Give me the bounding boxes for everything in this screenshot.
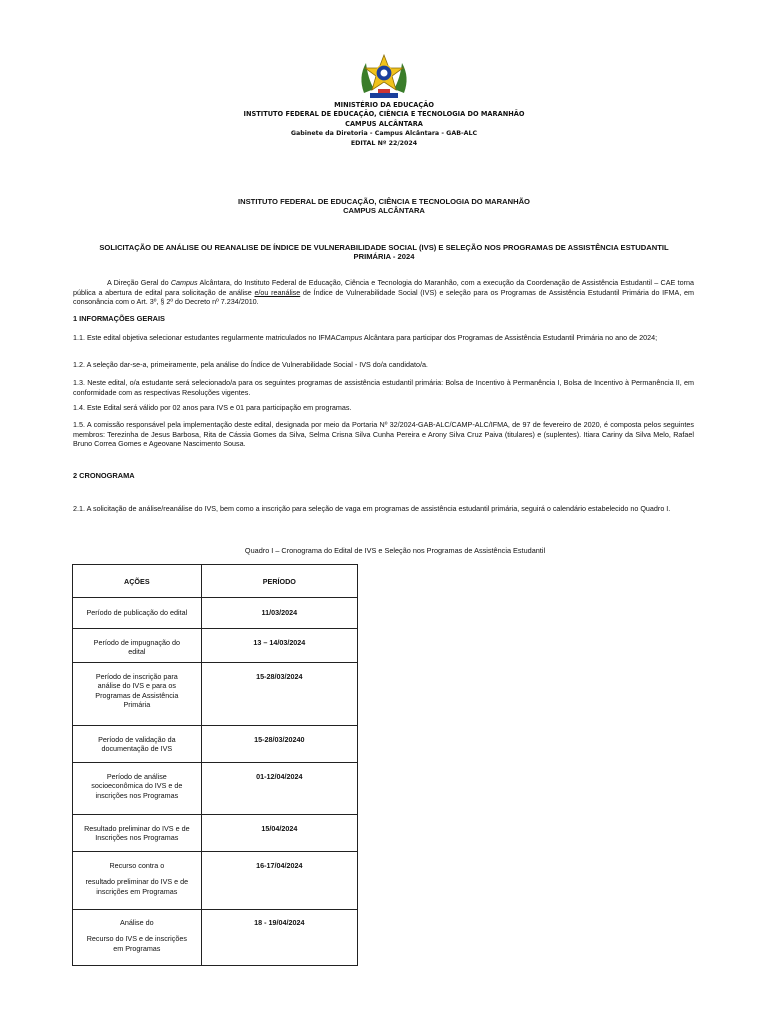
institution-title — [72, 197, 696, 216]
action-text: Resultado preliminar do IVS e de Inscrições nos Programas — [84, 824, 190, 843]
action-cell — [73, 852, 202, 910]
institution-title-line2: CAMPUS ALCÂNTARA — [343, 206, 425, 216]
period-text: 16-17/04/2024 — [256, 861, 303, 870]
item-1-5: 1.5. A comissão responsável pela implementação deste edital, designada por meio da Portaria Nº 32/2024-GAB-ALC/CAMP-ALC/IFMA, de 97 de fevereiro de 2020, é composta pelos seguintes membros: Terezinha de Jesus Barbosa, Rita de Cássia Gomes da Silva, Selma Crisna Silva Cunha Pereira e Arony Silva Cruz Paiva (titulares) e (suplentes). Itiara Cariny da Silva Melo, Rafael Bruno Correa Gomes e Ageovane Nascimento Sousa. — [73, 420, 694, 449]
institute-name: INSTITUTO FEDERAL DE EDUCAÇÃO, CIÊNCIA E TECNOLOGIA DO MARANHÃO — [243, 110, 525, 119]
intro-underlined: e/ou reanálise — [254, 287, 301, 297]
column-header-actions: AÇÕES — [73, 565, 202, 598]
period-cell — [201, 663, 357, 726]
action-text: Período de análise socioeconômica do IVS e de inscrições nos Programas — [91, 772, 183, 800]
item-1-1 — [73, 333, 694, 343]
table-row — [73, 763, 358, 815]
section-2-title: 2 CRONOGRAMA — [73, 471, 135, 480]
letterhead — [0, 101, 768, 148]
intro-text-1: A Direção Geral do — [107, 278, 171, 287]
column-header-period: PERÍODO — [201, 565, 357, 598]
action-cell — [73, 910, 202, 966]
table-header-row — [73, 565, 358, 598]
action-cell — [73, 663, 202, 726]
campus-name: CAMPUS ALCÂNTARA — [345, 119, 423, 128]
period-text: 18 - 19/04/2024 — [254, 918, 305, 927]
action-text: Período de impugnação do edital — [93, 638, 180, 657]
action-text-line2: resultado preliminar do IVS e de inscrições em Programas — [85, 877, 189, 896]
period-cell — [201, 852, 357, 910]
period-cell — [201, 726, 357, 763]
action-cell — [73, 815, 202, 852]
action-text: Período de validação da documentação de IVS — [98, 735, 176, 754]
table-row — [73, 598, 358, 629]
item-1-2: 1.2. A seleção dar-se-a, primeiramente, pela análise do Índice de Vulnerabilidade Social - IVS do/a candidato/a. — [73, 360, 428, 369]
institution-title-line1: INSTITUTO FEDERAL DE EDUCAÇÃO, CIÊNCIA E TECNOLOGIA DO MARANHÃO — [238, 197, 530, 206]
document-title-line1: SOLICITAÇÃO DE ANÁLISE OU REANALISE DE ÍNDICE DE VULNERABILIDADE SOCIAL (IVS) E SELEÇÃO NOS PROGRAMAS DE ASSISTÊNCIA ESTUDANTIL — [99, 243, 669, 252]
table-caption: Quadro I – Cronograma do Edital de IVS e Seleção nos Programas de Assistência Estudantil — [244, 546, 546, 555]
intro-campus-word: Campus — [170, 278, 198, 287]
intro-text-3: de Índice de Vulnerabilidade Social (IVS) e seleção para os Programas de Assistência Estudantil Primária do IFMA, em consonância com o Art. 3º, § 2º do Decreto nº 7.234/2010. — [73, 287, 694, 307]
item-2-1: 2.1. A solicitação de análise/reanálise do IVS, bem como a inscrição para seleção de vaga em programas de assistência estudantil primária, seguirá o calendário estabelecido no Quadro I. — [73, 504, 671, 513]
ministry-name: MINISTÉRIO DA EDUCAÇÃO — [334, 101, 434, 109]
item-1-3: 1.3. Neste edital, o/a estudante será selecionado/a para os seguintes programas de assistência estudantil primária: Bolsa de Incentivo à Permanência I, Bolsa de Incentivo à Permanência II, em conformidade com as respectivas Resoluções vigentes. — [73, 378, 694, 397]
action-cell — [73, 629, 202, 663]
period-text: 15-28/03/20240 — [254, 735, 305, 744]
document-title — [72, 243, 696, 262]
item-1-4: 1.4. Este Edital será válido por 02 anos para IVS e 01 para participação em programas. — [73, 403, 352, 412]
action-cell — [73, 763, 202, 815]
action-cell: Período de publicação do edital — [73, 598, 202, 629]
period-cell: 11/03/2024 — [201, 598, 357, 629]
table-row — [73, 910, 358, 966]
action-text-line1: Recurso contra o — [109, 861, 165, 870]
period-text: 15/04/2024 — [261, 824, 298, 833]
table-row — [73, 852, 358, 910]
office-name: Gabinete da Diretoria - Campus Alcântara - GAB-ALC — [290, 130, 478, 138]
schedule-table — [72, 564, 358, 966]
period-cell — [201, 815, 357, 852]
section-1-title: 1 INFORMAÇÕES GERAIS — [73, 314, 165, 323]
action-text: Período de inscrição para análise do IVS e para os Programas de Assistência Primária — [95, 672, 179, 710]
edital-number: EDITAL Nº 22/2024 — [350, 139, 418, 147]
period-text: 13 – 14/03/2024 — [253, 638, 306, 647]
table-row — [73, 629, 358, 663]
brazil-coat-of-arms-icon — [356, 53, 412, 103]
table-row — [73, 815, 358, 852]
action-text-line1: Análise do — [120, 918, 154, 927]
document-title-line2: PRIMÁRIA - 2024 — [353, 252, 415, 262]
period-cell — [201, 629, 357, 663]
item-1-1-campus: Campus — [335, 333, 363, 342]
intro-paragraph — [73, 278, 694, 307]
table-row — [73, 663, 358, 726]
action-cell — [73, 726, 202, 763]
item-1-1-text-a: 1.1. Este edital objetiva selecionar estudantes regularmente matriculados no IFMA — [73, 333, 336, 342]
action-text-line2: Recurso do IVS e de inscrições em Programas — [86, 934, 187, 953]
period-cell — [201, 763, 357, 815]
period-text: 01-12/04/2024 — [256, 772, 303, 781]
period-text: 15-28/03/2024 — [256, 672, 303, 681]
intro-text-2: Alcântara, do Instituto Federal de Educação, Ciência e Tecnologia do Maranhão, com a execução da Coordenação de Assistência Estudantil – CAE torna pública a abertura de edital para solicitação de análise — [73, 278, 694, 297]
period-cell — [201, 910, 357, 966]
item-1-1-text-b: Alcântara para participar dos Programas de Assistência Estudantil Primária no ano de 2024; — [362, 333, 658, 342]
table-row — [73, 726, 358, 763]
